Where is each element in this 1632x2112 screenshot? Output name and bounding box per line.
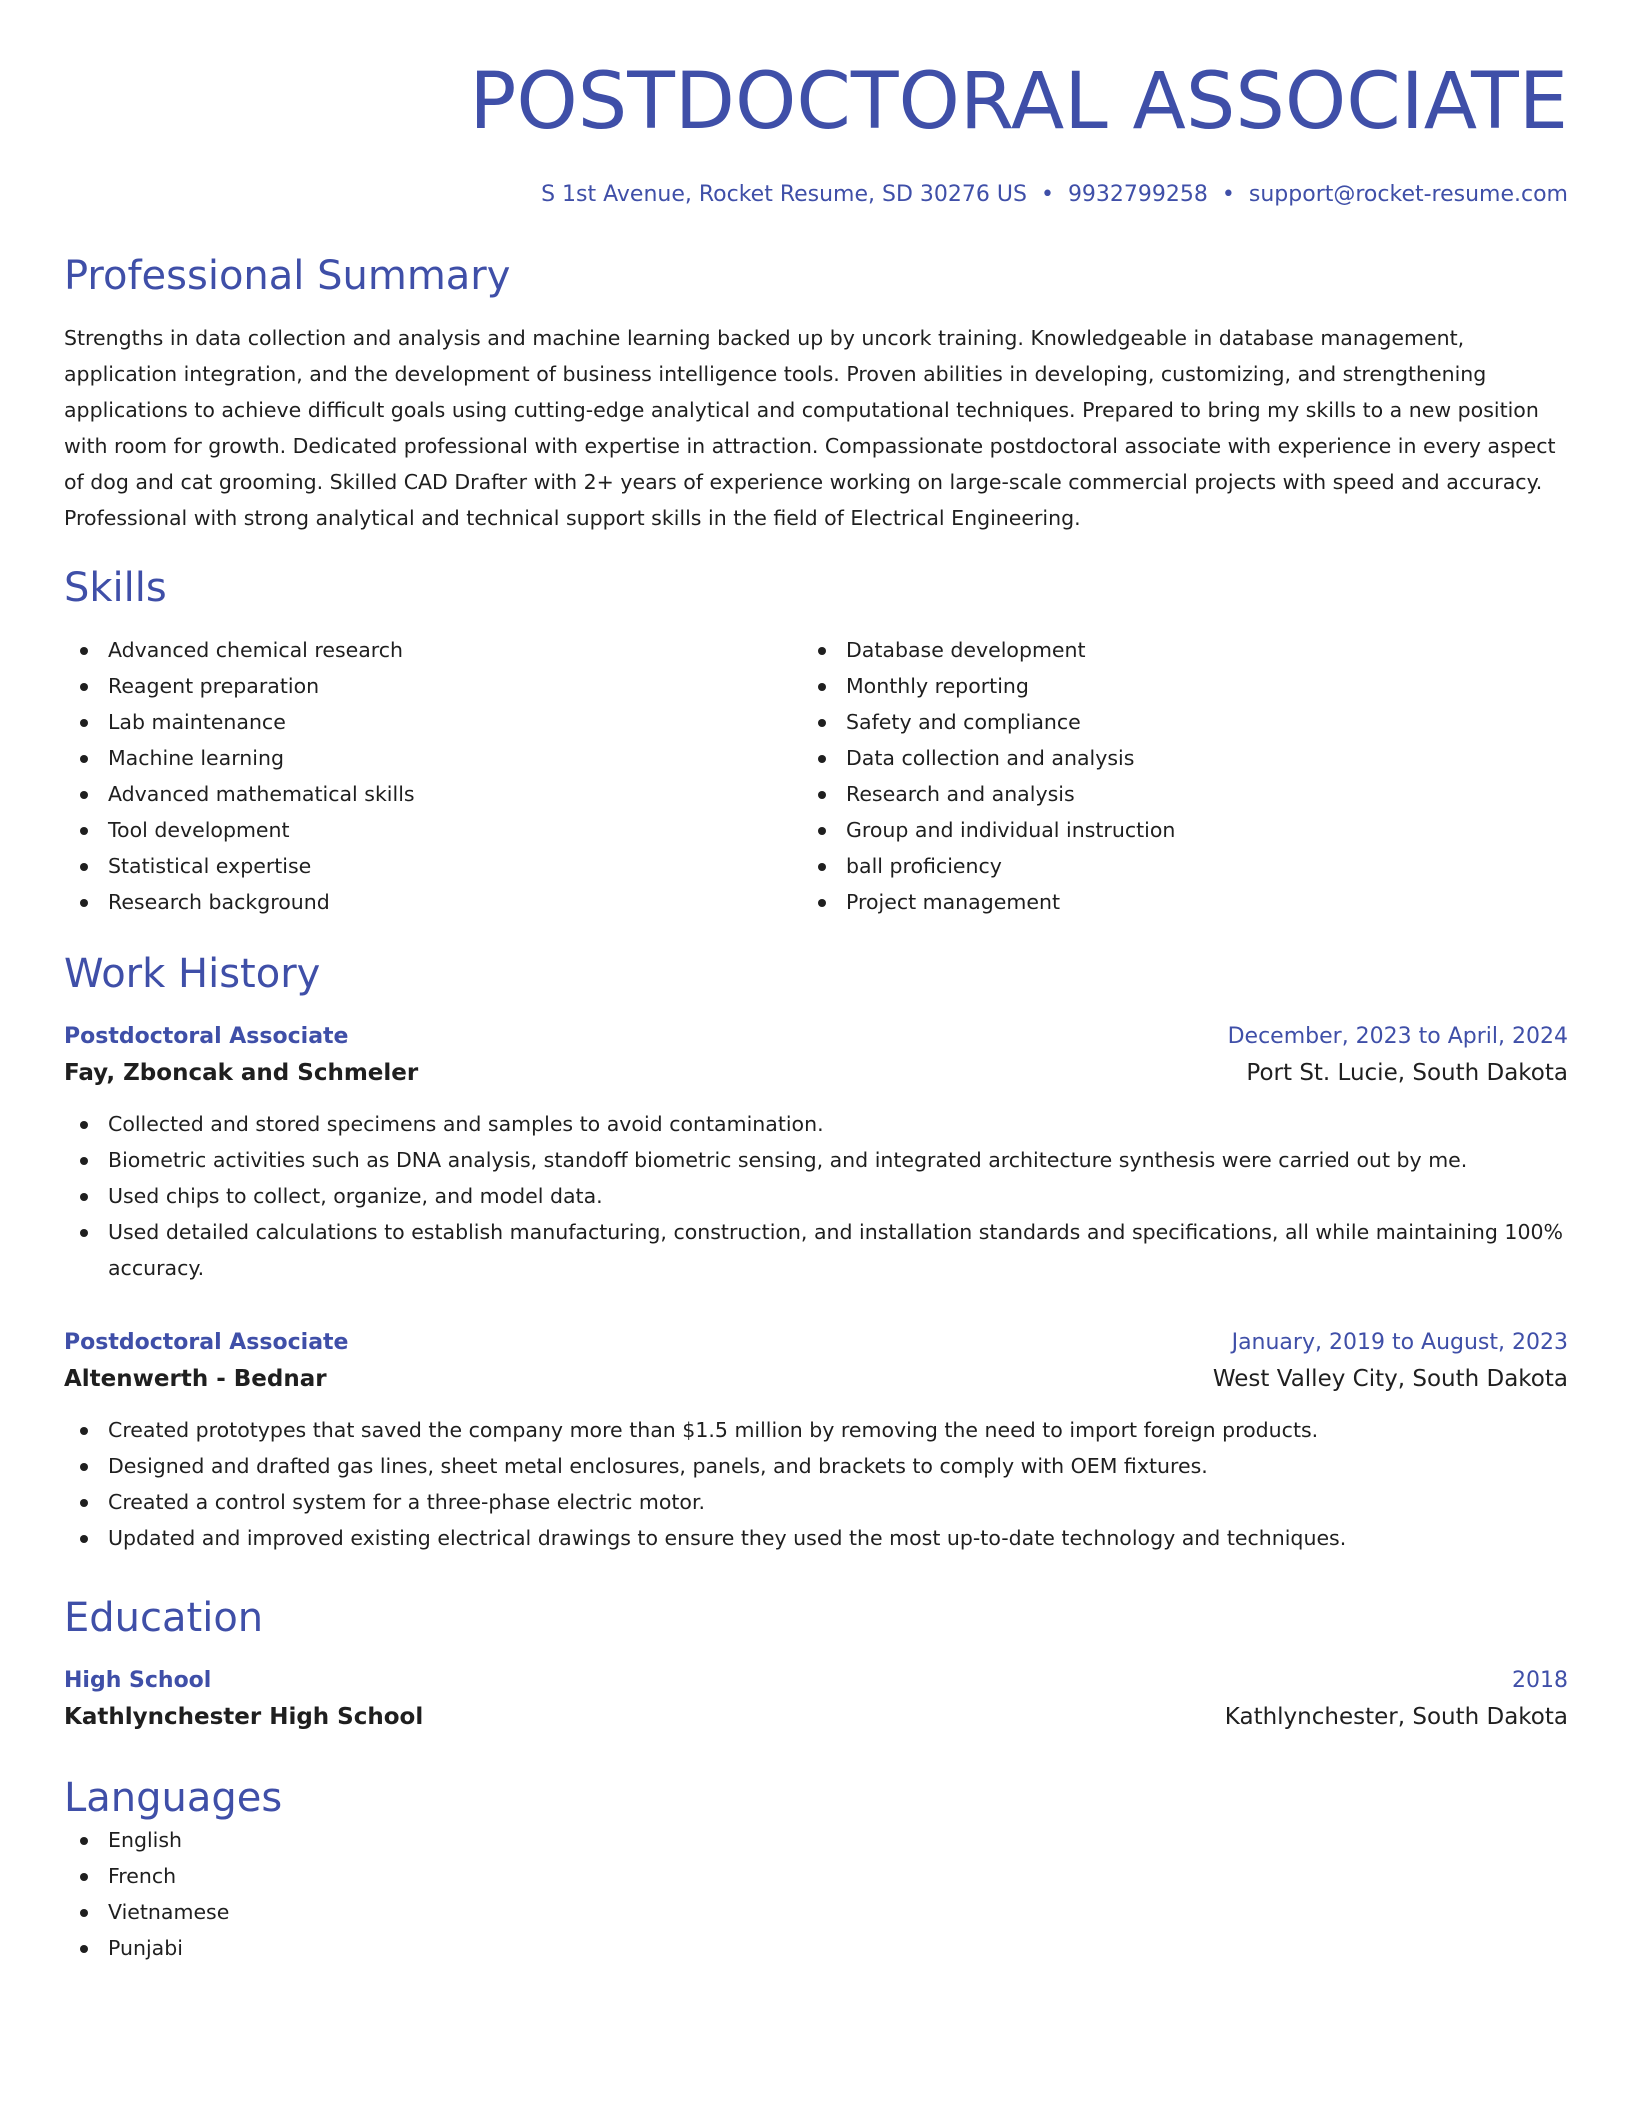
job-title: Postdoctoral Associate <box>64 1024 349 1049</box>
contact-separator: • <box>1221 182 1235 207</box>
skill-item: ball proficiency <box>802 848 1540 884</box>
job-header-row <box>64 1020 1568 1054</box>
job-location: West Valley City, South Dakota <box>1212 1366 1568 1392</box>
job-duty: Collected and stored specimens and samples to avoid contamination. <box>64 1106 1568 1142</box>
skill-item: Advanced chemical research <box>64 632 802 668</box>
job-duty: Created prototypes that saved the company more than $1.5 million by removing the need to import foreign products. <box>64 1412 1568 1448</box>
skills-heading: Skills <box>64 565 167 611</box>
skill-item: Monthly reporting <box>802 668 1540 704</box>
languages-heading: Languages <box>64 1775 283 1821</box>
job-header-row <box>64 1326 1568 1360</box>
job-dates: January, 2019 to August, 2023 <box>1231 1330 1568 1355</box>
summary-section <box>64 252 1568 536</box>
job-duty: Used chips to collect, organize, and model data. <box>64 1178 1568 1214</box>
skill-item: Group and individual instruction <box>802 812 1540 848</box>
skill-item: Machine learning <box>64 740 802 776</box>
job-dates: December, 2023 to April, 2024 <box>1227 1024 1568 1049</box>
skill-item: Research background <box>64 884 802 920</box>
skill-item: Tool development <box>64 812 802 848</box>
education-heading: Education <box>64 1595 264 1641</box>
education-section <box>64 1594 1568 1736</box>
education-school: Kathlynchester High School <box>64 1704 424 1730</box>
contact-separator: • <box>1040 182 1054 207</box>
job-company-row <box>64 1360 1568 1398</box>
skills-column-left <box>64 632 802 920</box>
work-history-section <box>64 950 1568 1556</box>
job-location: Port St. Lucie, South Dakota <box>1246 1060 1568 1086</box>
job-duty: Used detailed calculations to establish manufacturing, construction, and installation standards and specifications, all while maintaining 100% accuracy. <box>64 1214 1568 1286</box>
education-school-row <box>64 1698 1568 1736</box>
work-history-heading: Work History <box>64 951 321 997</box>
job-company: Fay, Zboncak and Schmeler <box>64 1060 419 1086</box>
language-item: Punjabi <box>64 1930 1568 1966</box>
job-entry <box>64 1020 1568 1286</box>
job-entry <box>64 1326 1568 1556</box>
skill-item: Reagent preparation <box>64 668 802 704</box>
education-entry <box>64 1664 1568 1736</box>
language-item: French <box>64 1858 1568 1894</box>
languages-section <box>64 1774 1568 1966</box>
job-title: Postdoctoral Associate <box>64 1330 349 1355</box>
contact-line <box>64 180 1568 210</box>
skill-item: Research and analysis <box>802 776 1540 812</box>
education-header-row <box>64 1664 1568 1698</box>
job-duty: Created a control system for a three-phase electric motor. <box>64 1484 1568 1520</box>
skill-item: Database development <box>802 632 1540 668</box>
skill-item: Lab maintenance <box>64 704 802 740</box>
languages-list <box>64 1822 1568 1966</box>
contact-email[interactable]: support@rocket-resume.com <box>1248 182 1568 207</box>
job-company: Altenwerth - Bednar <box>64 1366 327 1392</box>
job-duty: Biometric activities such as DNA analysis, standoff biometric sensing, and integrated architecture synthesis were carried out by me. <box>64 1142 1568 1178</box>
skill-item: Advanced mathematical skills <box>64 776 802 812</box>
candidate-name: POSTDOCTORAL ASSOCIATE <box>469 57 1568 147</box>
skills-grid <box>64 632 1568 920</box>
job-duty: Designed and drafted gas lines, sheet metal enclosures, panels, and brackets to comply with OEM fixtures. <box>64 1448 1568 1484</box>
contact-address: S 1st Avenue, Rocket Resume, SD 30276 US <box>541 182 1027 207</box>
education-degree: High School <box>64 1668 212 1693</box>
summary-text: Strengths in data collection and analysis and machine learning backed up by uncork training. Knowledgeable in database management, application integration, and the development of business intelligence tools. Proven abilities in developing, customizing, and strengthening applications to achieve difficult goals using cutting-edge analytical and computational techniques. Prepared to bring my skills to a new position with room for growth. Dedicated professional with expertise in attraction. Compassionate postdoctoral associate with experience in every aspect of dog and cat grooming. Skilled CAD Drafter with 2+ years of experience working on large-scale commercial projects with speed and accuracy. Professional with strong analytical and technical support skills in the field of Electrical Engineering. <box>64 326 1556 530</box>
skill-item: Safety and compliance <box>802 704 1540 740</box>
job-duties <box>64 1412 1568 1556</box>
education-location: Kathlynchester, South Dakota <box>1224 1704 1568 1730</box>
skills-section <box>64 564 1568 920</box>
language-item: Vietnamese <box>64 1894 1568 1930</box>
job-company-row <box>64 1054 1568 1092</box>
skills-column-right <box>802 632 1540 920</box>
skill-item: Data collection and analysis <box>802 740 1540 776</box>
job-duty: Updated and improved existing electrical drawings to ensure they used the most up-to-date technology and techniques. <box>64 1520 1568 1556</box>
contact-phone[interactable]: 9932799258 <box>1067 182 1208 207</box>
skill-item: Project management <box>802 884 1540 920</box>
language-item: English <box>64 1822 1568 1858</box>
job-duties <box>64 1106 1568 1286</box>
education-year: 2018 <box>1512 1668 1568 1693</box>
summary-heading: Professional Summary <box>64 253 511 299</box>
skill-item: Statistical expertise <box>64 848 802 884</box>
